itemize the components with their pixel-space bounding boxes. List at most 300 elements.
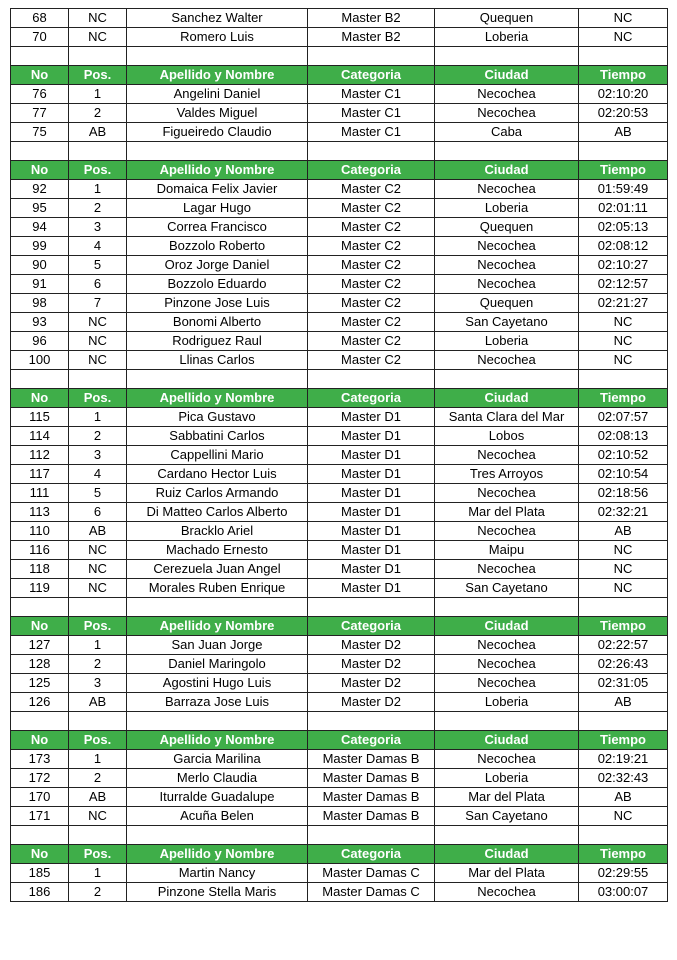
runner-name-cell: Bozzolo Eduardo — [127, 275, 308, 294]
column-header-time: Tiempo — [579, 66, 668, 85]
runner-name-cell: Barraza Jose Luis — [127, 693, 308, 712]
time-cell: 02:07:57 — [579, 408, 668, 427]
position-cell: AB — [69, 522, 127, 541]
column-header-time: Tiempo — [579, 617, 668, 636]
empty-cell — [308, 47, 435, 66]
category-cell: Master D1 — [308, 579, 435, 598]
city-cell: Necochea — [435, 883, 579, 902]
column-header-runner-number: No — [11, 731, 69, 750]
runner-number-cell: 115 — [11, 408, 69, 427]
column-header-city: Ciudad — [435, 731, 579, 750]
empty-cell — [69, 712, 127, 731]
column-header-runner-name: Apellido y Nombre — [127, 617, 308, 636]
city-cell: Quequen — [435, 9, 579, 28]
empty-cell — [11, 598, 69, 617]
table-row — [11, 465, 668, 484]
time-cell: NC — [579, 560, 668, 579]
city-cell: Necochea — [435, 256, 579, 275]
table-row — [11, 769, 668, 788]
column-header-city: Ciudad — [435, 66, 579, 85]
runner-number-cell: 93 — [11, 313, 69, 332]
position-cell: AB — [69, 788, 127, 807]
city-cell: Necochea — [435, 104, 579, 123]
time-cell: 02:01:11 — [579, 199, 668, 218]
runner-name-cell: Bozzolo Roberto — [127, 237, 308, 256]
table-row — [11, 541, 668, 560]
time-cell: 02:29:55 — [579, 864, 668, 883]
city-cell: Loberia — [435, 28, 579, 47]
runner-name-cell: Figueiredo Claudio — [127, 123, 308, 142]
runner-name-cell: Bonomi Alberto — [127, 313, 308, 332]
position-cell: 6 — [69, 275, 127, 294]
city-cell: Necochea — [435, 180, 579, 199]
runner-name-cell: San Juan Jorge — [127, 636, 308, 655]
position-cell: NC — [69, 28, 127, 47]
city-cell: Mar del Plata — [435, 788, 579, 807]
table-row — [11, 313, 668, 332]
city-cell: Santa Clara del Mar — [435, 408, 579, 427]
category-cell: Master C1 — [308, 85, 435, 104]
column-header-runner-number: No — [11, 845, 69, 864]
column-header-runner-number: No — [11, 389, 69, 408]
category-cell: Master Damas C — [308, 883, 435, 902]
empty-cell — [127, 712, 308, 731]
spacer-row — [11, 826, 668, 845]
empty-cell — [308, 370, 435, 389]
spacer-row — [11, 47, 668, 66]
position-cell: 5 — [69, 256, 127, 275]
empty-cell — [579, 712, 668, 731]
column-header-city: Ciudad — [435, 617, 579, 636]
runner-number-cell: 127 — [11, 636, 69, 655]
runner-number-cell: 96 — [11, 332, 69, 351]
column-header-city: Ciudad — [435, 161, 579, 180]
runner-name-cell: Sanchez Walter — [127, 9, 308, 28]
position-cell: 4 — [69, 237, 127, 256]
position-cell: 2 — [69, 104, 127, 123]
category-cell: Master D1 — [308, 484, 435, 503]
city-cell: Necochea — [435, 351, 579, 370]
column-header-runner-name: Apellido y Nombre — [127, 845, 308, 864]
position-cell: AB — [69, 693, 127, 712]
runner-number-cell: 186 — [11, 883, 69, 902]
column-header-position: Pos. — [69, 161, 127, 180]
runner-number-cell: 77 — [11, 104, 69, 123]
category-cell: Master Damas B — [308, 807, 435, 826]
time-cell: 02:31:05 — [579, 674, 668, 693]
category-cell: Master D1 — [308, 465, 435, 484]
time-cell: 02:10:52 — [579, 446, 668, 465]
table-row — [11, 636, 668, 655]
column-header-city: Ciudad — [435, 845, 579, 864]
empty-cell — [435, 370, 579, 389]
empty-cell — [69, 826, 127, 845]
category-cell: Master Damas B — [308, 750, 435, 769]
position-cell: NC — [69, 9, 127, 28]
position-cell: 1 — [69, 408, 127, 427]
table-row — [11, 9, 668, 28]
runner-number-cell: 171 — [11, 807, 69, 826]
spacer-row — [11, 142, 668, 161]
table-row — [11, 788, 668, 807]
city-cell: Necochea — [435, 655, 579, 674]
runner-name-cell: Machado Ernesto — [127, 541, 308, 560]
empty-cell — [579, 598, 668, 617]
category-cell: Master C2 — [308, 237, 435, 256]
category-cell: Master C2 — [308, 199, 435, 218]
position-cell: NC — [69, 313, 127, 332]
table-row — [11, 522, 668, 541]
empty-cell — [127, 370, 308, 389]
section-header-row — [11, 617, 668, 636]
empty-cell — [69, 142, 127, 161]
city-cell: Mar del Plata — [435, 864, 579, 883]
category-cell: Master B2 — [308, 28, 435, 47]
table-row — [11, 332, 668, 351]
runner-number-cell: 68 — [11, 9, 69, 28]
runner-name-cell: Llinas Carlos — [127, 351, 308, 370]
column-header-runner-number: No — [11, 617, 69, 636]
position-cell: 3 — [69, 674, 127, 693]
time-cell: 02:32:21 — [579, 503, 668, 522]
time-cell: 02:20:53 — [579, 104, 668, 123]
city-cell: Caba — [435, 123, 579, 142]
runner-number-cell: 170 — [11, 788, 69, 807]
table-row — [11, 351, 668, 370]
city-cell: Maipu — [435, 541, 579, 560]
city-cell: Necochea — [435, 560, 579, 579]
runner-number-cell: 185 — [11, 864, 69, 883]
time-cell: AB — [579, 788, 668, 807]
city-cell: Necochea — [435, 750, 579, 769]
table-row — [11, 294, 668, 313]
time-cell: NC — [579, 579, 668, 598]
empty-cell — [69, 598, 127, 617]
time-cell: NC — [579, 541, 668, 560]
runner-number-cell: 75 — [11, 123, 69, 142]
category-cell: Master D1 — [308, 408, 435, 427]
position-cell: NC — [69, 807, 127, 826]
runner-name-cell: Sabbatini Carlos — [127, 427, 308, 446]
category-cell: Master C1 — [308, 104, 435, 123]
runner-name-cell: Bracklo Ariel — [127, 522, 308, 541]
runner-name-cell: Pinzone Stella Maris — [127, 883, 308, 902]
empty-cell — [127, 826, 308, 845]
empty-cell — [435, 598, 579, 617]
table-row — [11, 484, 668, 503]
runner-number-cell: 117 — [11, 465, 69, 484]
empty-cell — [435, 712, 579, 731]
empty-cell — [579, 142, 668, 161]
column-header-runner-name: Apellido y Nombre — [127, 66, 308, 85]
column-header-runner-name: Apellido y Nombre — [127, 389, 308, 408]
column-header-position: Pos. — [69, 731, 127, 750]
time-cell: 02:22:57 — [579, 636, 668, 655]
position-cell: 1 — [69, 85, 127, 104]
column-header-position: Pos. — [69, 389, 127, 408]
category-cell: Master C2 — [308, 332, 435, 351]
city-cell: Necochea — [435, 446, 579, 465]
table-row — [11, 199, 668, 218]
column-header-runner-number: No — [11, 66, 69, 85]
runner-number-cell: 76 — [11, 85, 69, 104]
position-cell: 6 — [69, 503, 127, 522]
city-cell: Quequen — [435, 218, 579, 237]
column-header-city: Ciudad — [435, 389, 579, 408]
position-cell: AB — [69, 123, 127, 142]
time-cell: 02:10:54 — [579, 465, 668, 484]
table-row — [11, 123, 668, 142]
table-row — [11, 104, 668, 123]
runner-name-cell: Rodriguez Raul — [127, 332, 308, 351]
city-cell: Necochea — [435, 237, 579, 256]
spacer-row — [11, 598, 668, 617]
runner-number-cell: 116 — [11, 541, 69, 560]
runner-name-cell: Daniel Maringolo — [127, 655, 308, 674]
position-cell: 3 — [69, 446, 127, 465]
city-cell: Necochea — [435, 522, 579, 541]
runner-number-cell: 119 — [11, 579, 69, 598]
time-cell: 02:05:13 — [579, 218, 668, 237]
column-header-position: Pos. — [69, 845, 127, 864]
runner-name-cell: Domaica Felix Javier — [127, 180, 308, 199]
position-cell: 2 — [69, 883, 127, 902]
table-row — [11, 275, 668, 294]
runner-name-cell: Garcia Marilina — [127, 750, 308, 769]
city-cell: Loberia — [435, 199, 579, 218]
runner-name-cell: Valdes Miguel — [127, 104, 308, 123]
category-cell: Master C2 — [308, 313, 435, 332]
runner-number-cell: 125 — [11, 674, 69, 693]
section-header-row — [11, 389, 668, 408]
runner-number-cell: 126 — [11, 693, 69, 712]
position-cell: NC — [69, 332, 127, 351]
city-cell: Necochea — [435, 636, 579, 655]
runner-name-cell: Lagar Hugo — [127, 199, 308, 218]
table-row — [11, 579, 668, 598]
time-cell: NC — [579, 313, 668, 332]
category-cell: Master D1 — [308, 560, 435, 579]
table-row — [11, 655, 668, 674]
runner-name-cell: Agostini Hugo Luis — [127, 674, 308, 693]
table-row — [11, 237, 668, 256]
table-row — [11, 85, 668, 104]
runner-name-cell: Pinzone Jose Luis — [127, 294, 308, 313]
runner-number-cell: 114 — [11, 427, 69, 446]
results-table-body — [11, 9, 668, 902]
runner-name-cell: Martin Nancy — [127, 864, 308, 883]
runner-name-cell: Angelini Daniel — [127, 85, 308, 104]
empty-cell — [579, 826, 668, 845]
category-cell: Master C1 — [308, 123, 435, 142]
runner-name-cell: Acuña Belen — [127, 807, 308, 826]
time-cell: 02:21:27 — [579, 294, 668, 313]
section-header-row — [11, 161, 668, 180]
runner-name-cell: Pica Gustavo — [127, 408, 308, 427]
position-cell: 4 — [69, 465, 127, 484]
runner-number-cell: 94 — [11, 218, 69, 237]
empty-cell — [579, 47, 668, 66]
empty-cell — [435, 826, 579, 845]
category-cell: Master C2 — [308, 256, 435, 275]
empty-cell — [127, 142, 308, 161]
section-header-row — [11, 731, 668, 750]
position-cell: NC — [69, 560, 127, 579]
position-cell: NC — [69, 579, 127, 598]
time-cell: 02:12:57 — [579, 275, 668, 294]
category-cell: Master D2 — [308, 655, 435, 674]
time-cell: AB — [579, 123, 668, 142]
category-cell: Master B2 — [308, 9, 435, 28]
runner-number-cell: 118 — [11, 560, 69, 579]
column-header-category: Categoria — [308, 389, 435, 408]
runner-number-cell: 92 — [11, 180, 69, 199]
runner-number-cell: 98 — [11, 294, 69, 313]
table-row — [11, 503, 668, 522]
category-cell: Master C2 — [308, 218, 435, 237]
empty-cell — [435, 142, 579, 161]
column-header-time: Tiempo — [579, 161, 668, 180]
runner-name-cell: Oroz Jorge Daniel — [127, 256, 308, 275]
column-header-time: Tiempo — [579, 389, 668, 408]
time-cell: 02:08:12 — [579, 237, 668, 256]
position-cell: 2 — [69, 769, 127, 788]
table-row — [11, 674, 668, 693]
table-row — [11, 560, 668, 579]
time-cell: NC — [579, 9, 668, 28]
position-cell: 1 — [69, 750, 127, 769]
runner-number-cell: 173 — [11, 750, 69, 769]
column-header-position: Pos. — [69, 617, 127, 636]
time-cell: NC — [579, 28, 668, 47]
column-header-category: Categoria — [308, 161, 435, 180]
runner-name-cell: Cappellini Mario — [127, 446, 308, 465]
runner-name-cell: Morales Ruben Enrique — [127, 579, 308, 598]
table-row — [11, 218, 668, 237]
empty-cell — [308, 598, 435, 617]
column-header-category: Categoria — [308, 731, 435, 750]
time-cell: 02:26:43 — [579, 655, 668, 674]
city-cell: San Cayetano — [435, 579, 579, 598]
position-cell: 3 — [69, 218, 127, 237]
runner-name-cell: Cerezuela Juan Angel — [127, 560, 308, 579]
time-cell: 02:19:21 — [579, 750, 668, 769]
column-header-position: Pos. — [69, 66, 127, 85]
category-cell: Master C2 — [308, 275, 435, 294]
runner-name-cell: Di Matteo Carlos Alberto — [127, 503, 308, 522]
column-header-runner-number: No — [11, 161, 69, 180]
runner-number-cell: 113 — [11, 503, 69, 522]
table-row — [11, 693, 668, 712]
category-cell: Master D1 — [308, 427, 435, 446]
runner-number-cell: 128 — [11, 655, 69, 674]
time-cell: 02:10:27 — [579, 256, 668, 275]
time-cell: 03:00:07 — [579, 883, 668, 902]
table-row — [11, 28, 668, 47]
empty-cell — [69, 370, 127, 389]
position-cell: 2 — [69, 427, 127, 446]
category-cell: Master C2 — [308, 351, 435, 370]
city-cell: Loberia — [435, 332, 579, 351]
column-header-runner-name: Apellido y Nombre — [127, 731, 308, 750]
table-row — [11, 883, 668, 902]
runner-name-cell: Correa Francisco — [127, 218, 308, 237]
runner-number-cell: 99 — [11, 237, 69, 256]
runner-name-cell: Cardano Hector Luis — [127, 465, 308, 484]
position-cell: 2 — [69, 655, 127, 674]
position-cell: 7 — [69, 294, 127, 313]
empty-cell — [308, 712, 435, 731]
position-cell: 2 — [69, 199, 127, 218]
time-cell: AB — [579, 522, 668, 541]
runner-number-cell: 70 — [11, 28, 69, 47]
empty-cell — [579, 370, 668, 389]
empty-cell — [127, 598, 308, 617]
empty-cell — [11, 370, 69, 389]
runner-number-cell: 172 — [11, 769, 69, 788]
category-cell: Master D2 — [308, 636, 435, 655]
city-cell: Mar del Plata — [435, 503, 579, 522]
empty-cell — [11, 826, 69, 845]
table-row — [11, 446, 668, 465]
city-cell: Lobos — [435, 427, 579, 446]
position-cell: 1 — [69, 636, 127, 655]
time-cell: 02:10:20 — [579, 85, 668, 104]
table-row — [11, 427, 668, 446]
column-header-runner-name: Apellido y Nombre — [127, 161, 308, 180]
runner-number-cell: 90 — [11, 256, 69, 275]
column-header-category: Categoria — [308, 617, 435, 636]
runner-number-cell: 95 — [11, 199, 69, 218]
empty-cell — [69, 47, 127, 66]
category-cell: Master D1 — [308, 541, 435, 560]
city-cell: Necochea — [435, 85, 579, 104]
city-cell: Quequen — [435, 294, 579, 313]
table-row — [11, 807, 668, 826]
empty-cell — [11, 142, 69, 161]
runner-number-cell: 111 — [11, 484, 69, 503]
table-row — [11, 864, 668, 883]
table-row — [11, 180, 668, 199]
runner-number-cell: 112 — [11, 446, 69, 465]
category-cell: Master D2 — [308, 693, 435, 712]
time-cell: 02:08:13 — [579, 427, 668, 446]
position-cell: 5 — [69, 484, 127, 503]
category-cell: Master D1 — [308, 446, 435, 465]
column-header-time: Tiempo — [579, 845, 668, 864]
city-cell: Loberia — [435, 769, 579, 788]
empty-cell — [127, 47, 308, 66]
section-header-row — [11, 66, 668, 85]
time-cell: 01:59:49 — [579, 180, 668, 199]
city-cell: Necochea — [435, 275, 579, 294]
category-cell: Master D1 — [308, 503, 435, 522]
category-cell: Master D2 — [308, 674, 435, 693]
runner-number-cell: 110 — [11, 522, 69, 541]
position-cell: NC — [69, 351, 127, 370]
spacer-row — [11, 370, 668, 389]
empty-cell — [435, 47, 579, 66]
column-header-category: Categoria — [308, 66, 435, 85]
empty-cell — [11, 712, 69, 731]
category-cell: Master Damas C — [308, 864, 435, 883]
time-cell: NC — [579, 332, 668, 351]
runner-number-cell: 91 — [11, 275, 69, 294]
runner-name-cell: Ruiz Carlos Armando — [127, 484, 308, 503]
time-cell: NC — [579, 807, 668, 826]
runner-name-cell: Merlo Claudia — [127, 769, 308, 788]
time-cell: 02:32:43 — [579, 769, 668, 788]
